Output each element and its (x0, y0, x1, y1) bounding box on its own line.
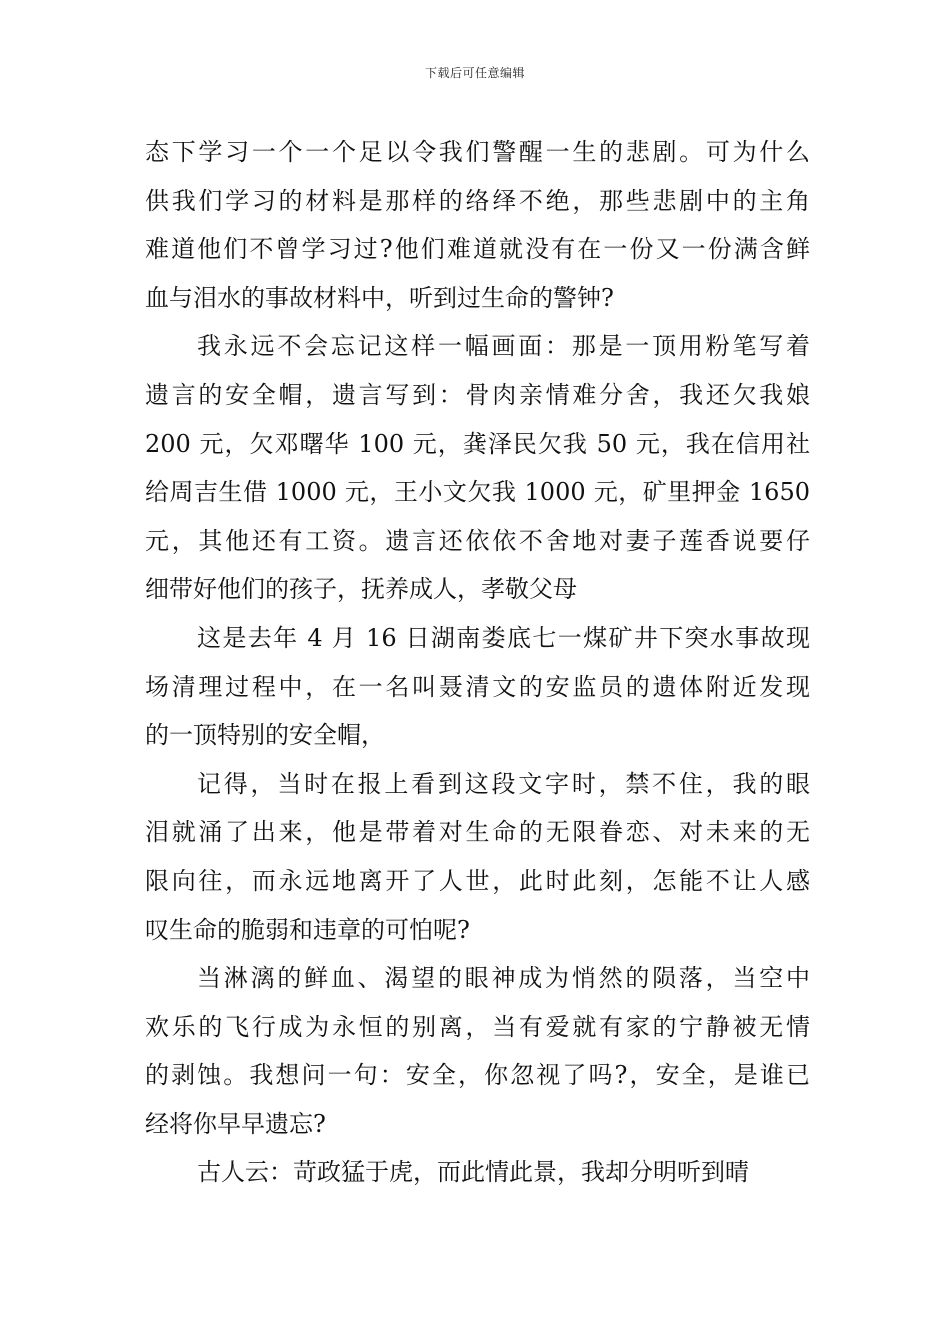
text-line: 古人云：苛政猛于虎，而此情此景，我却分明听到晴 (197, 1158, 749, 1187)
text-line: 这是去年 4 月 16 日湖南娄底七一煤矿井下突水事故现 (197, 623, 810, 652)
document-body (145, 128, 810, 1197)
text-line: 记得，当时在报上看到这段文字时，禁不住，我的眼 (197, 769, 810, 798)
paragraph (145, 614, 810, 760)
text-line: 难道他们不曾学习过?他们难道就没有在一份又一份满含鲜 (145, 235, 810, 264)
text-line: 遗言的安全帽，遗言写到：骨肉亲情难分舍，我还欠我娘 (145, 380, 810, 409)
paragraph (145, 1148, 810, 1197)
text-line: 经将你早早遗忘? (145, 1109, 326, 1138)
text-line: 泪就涌了出来，他是带着对生命的无限眷恋、对未来的无 (145, 818, 810, 847)
text-line: 我永远不会忘记这样一幅画面：那是一顶用粉笔写着 (197, 332, 810, 361)
text-line: 给周吉生借 1000 元，王小文欠我 1000 元，矿里押金 1650 (145, 478, 810, 507)
text-line: 供我们学习的材料是那样的络绎不绝，那些悲剧中的主角 (145, 186, 810, 215)
paragraph (145, 322, 810, 614)
paragraph (145, 128, 810, 322)
text-line: 细带好他们的孩子，抚养成人，孝敬父母 (145, 575, 577, 604)
text-line: 限向往，而永远地离开了人世，此时此刻，怎能不让人感 (145, 866, 810, 895)
text-line: 元，其他还有工资。遗言还依依不舍地对妻子莲香说要仔 (145, 526, 810, 555)
paragraph (145, 760, 810, 954)
text-line: 当淋漓的鲜血、渴望的眼神成为悄然的陨落，当空中 (197, 964, 810, 993)
text-line: 的一顶特别的安全帽， (145, 721, 385, 750)
text-line: 200 元，欠邓曙华 100 元，龚泽民欠我 50 元，我在信用社 (145, 429, 810, 458)
text-line: 血与泪水的事故材料中，听到过生命的警钟? (145, 283, 614, 312)
text-line: 欢乐的飞行成为永恒的别离，当有爱就有家的宁静被无情 (145, 1012, 810, 1041)
text-line: 叹生命的脆弱和违章的可怕呢? (145, 915, 470, 944)
paragraph (145, 954, 810, 1148)
text-line: 态下学习一个一个足以令我们警醒一生的悲剧。可为什么 (145, 138, 810, 166)
page-header: 下载后可任意编辑 (424, 66, 525, 80)
text-line: 的剥蚀。我想问一句：安全，你忽视了吗?，安全，是谁已 (145, 1061, 810, 1090)
text-line: 场清理过程中，在一名叫聂清文的安监员的遗体附近发现 (145, 672, 810, 701)
